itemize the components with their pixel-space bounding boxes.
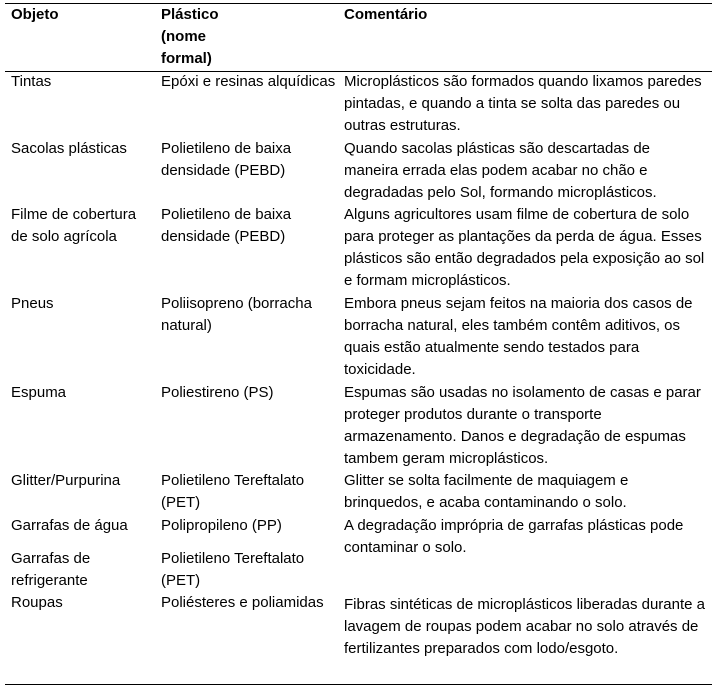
cell-plastico: Poliésteres e poliamidas: [161, 594, 324, 611]
cell-plastico: Epóxi e resinas alquídicas: [161, 73, 336, 90]
header-comentario: Comentário: [344, 6, 428, 23]
cell-objeto: Garrafas de água: [11, 517, 128, 534]
header-plastico: Plástico (nome formal): [161, 6, 219, 67]
cell-comentario: Fibras sintéticas de microplásticos liberadas durante a lavagem de roupas podem acabar no solo através de fertilizantes preparados com lodo/esgoto.: [344, 596, 706, 657]
cell-objeto: Garrafas de refrigerante: [11, 550, 91, 589]
cell-plastico: Poliisopreno (borracha natural): [161, 295, 312, 334]
cell-plastico: Polietileno de baixa densidade (PEBD): [161, 140, 292, 179]
cell-comentario: Embora pneus sejam feitos na maioria dos casos de borracha natural, eles também contêm aditivos, os quais estão atualmente sendo testados para toxicidade.: [344, 295, 693, 378]
cell-objeto: Glitter/Purpurina: [11, 472, 121, 489]
cell-comentario: Espumas são usadas no isolamento de casas e parar proteger produtos durante o transporte armazenamento. Danos e degradação de espumas tambem geram microplásticos.: [344, 384, 701, 467]
cell-plastico: Polietileno Tereftalato (PET): [161, 472, 305, 511]
cell-comentario: Quando sacolas plásticas são descartadas de maneira errada elas podem acabar no chão e degradadas pelo Sol, formando microplásticos.: [344, 140, 657, 201]
cell-objeto: Filme de cobertura de solo agrícola: [11, 206, 137, 245]
cell-objeto: Tintas: [11, 73, 52, 90]
cell-comentario: Alguns agricultores usam filme de cobertura de solo para proteger as plantações da perda de água. Esses plásticos são então degradados pela exposição ao sol e formam microplásticos.: [344, 206, 705, 289]
cell-plastico: Polipropileno (PP): [161, 517, 282, 534]
cell-plastico: Polietileno de baixa densidade (PEBD): [161, 206, 292, 245]
cell-objeto: Pneus: [11, 295, 54, 312]
cell-objeto: Roupas: [11, 594, 63, 611]
cell-comentario: A degradação imprópria de garrafas plásticas pode contaminar o solo.: [344, 517, 684, 556]
cell-comentario: Microplásticos são formados quando lixamos paredes pintadas, e quando a tinta se solta das paredes ou outras estruturas.: [344, 73, 702, 134]
cell-plastico: Polietileno Tereftalato (PET): [161, 550, 305, 589]
cell-plastico: Poliestireno (PS): [161, 384, 274, 401]
table-bottom-rule: [5, 684, 712, 685]
cell-objeto: Sacolas plásticas: [11, 140, 127, 157]
cell-comentario: Glitter se solta facilmente de maquiagem e brinquedos, e acaba contaminando o solo.: [344, 472, 629, 511]
header-objeto: Objeto: [11, 6, 59, 23]
cell-objeto: Espuma: [11, 384, 67, 401]
